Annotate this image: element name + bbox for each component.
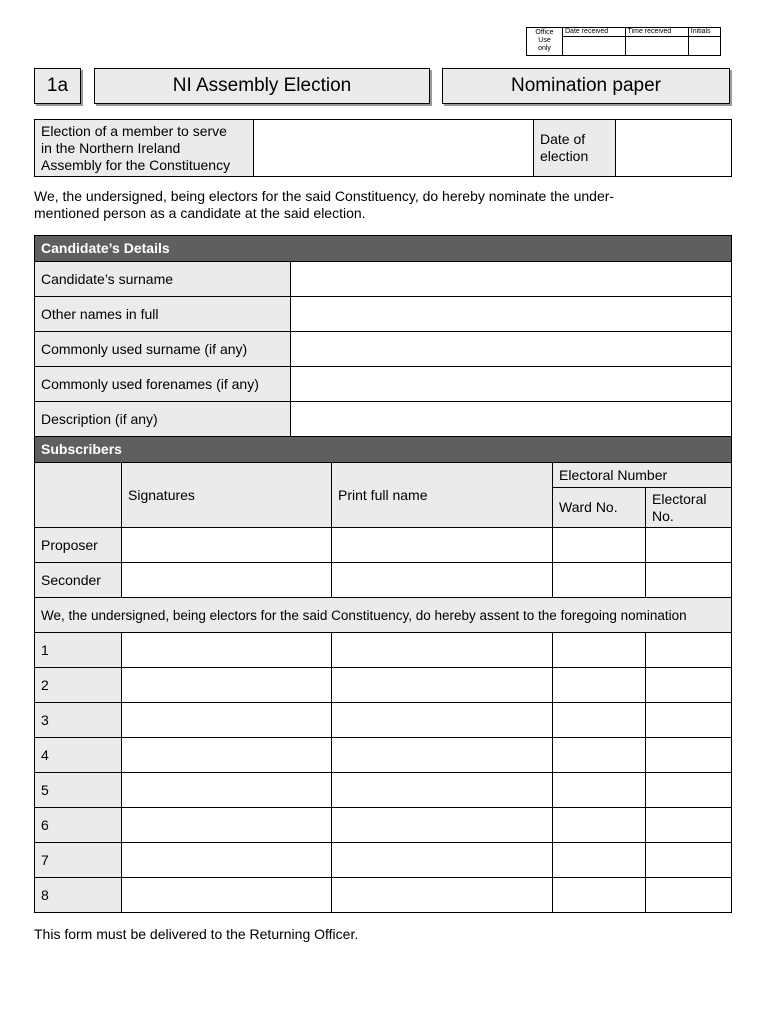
seconder-electoral-no-field[interactable] xyxy=(646,563,732,598)
assentor-electoral-no-field[interactable] xyxy=(646,633,732,668)
assentor-number: 5 xyxy=(35,773,122,808)
other-names-label: Other names in full xyxy=(35,297,291,332)
assentor-name-field[interactable] xyxy=(332,878,553,913)
assentor-electoral-no-field[interactable] xyxy=(646,668,732,703)
assent-statement: We, the undersigned, being electors for the said Constituency, do hereby assent to the foregoing nomination xyxy=(35,598,732,633)
seconder-signature-field[interactable] xyxy=(122,563,332,598)
office-use-box xyxy=(526,27,721,56)
form-number-box: 1a xyxy=(34,68,81,104)
nomination-statement: We, the undersigned, being electors for the said Constituency, do hereby nominate the under- mentioned person as a candidate at the said election. xyxy=(34,188,615,221)
assentor-number: 4 xyxy=(35,738,122,773)
assentor-number: 1 xyxy=(35,633,122,668)
constituency-field[interactable] xyxy=(254,120,534,177)
candidate-surname-label: Candidate’s surname xyxy=(35,262,291,297)
paper-title-box: Nomination paper xyxy=(442,68,730,104)
assentor-signature-field[interactable] xyxy=(122,878,332,913)
assentor-ward-field[interactable] xyxy=(553,773,646,808)
date-received-field xyxy=(563,37,626,56)
assentor-ward-field[interactable] xyxy=(553,808,646,843)
assentor-number: 2 xyxy=(35,668,122,703)
time-received-label: Time received xyxy=(625,28,688,37)
proposer-signature-field[interactable] xyxy=(122,528,332,563)
assentor-name-field[interactable] xyxy=(332,808,553,843)
assentor-signature-field[interactable] xyxy=(122,773,332,808)
print-name-header: Print full name xyxy=(332,463,553,528)
assentor-ward-field[interactable] xyxy=(553,878,646,913)
proposer-ward-field[interactable] xyxy=(553,528,646,563)
assentor-number: 3 xyxy=(35,703,122,738)
assentor-electoral-no-field[interactable] xyxy=(646,738,732,773)
common-forenames-label: Commonly used forenames (if any) xyxy=(35,367,291,402)
proposer-electoral-no-field[interactable] xyxy=(646,528,732,563)
electoral-number-header: Electoral Number xyxy=(553,463,732,488)
assentor-electoral-no-field[interactable] xyxy=(646,703,732,738)
assentor-electoral-no-field[interactable] xyxy=(646,878,732,913)
assentor-ward-field[interactable] xyxy=(553,703,646,738)
signatures-header: Signatures xyxy=(122,463,332,528)
assentor-name-field[interactable] xyxy=(332,843,553,878)
subscriber-corner-cell xyxy=(35,463,122,528)
election-title-box: NI Assembly Election xyxy=(94,68,430,104)
election-date-field[interactable] xyxy=(616,120,732,177)
candidate-surname-field[interactable] xyxy=(291,262,732,297)
common-surname-field[interactable] xyxy=(291,332,732,367)
assentor-name-field[interactable] xyxy=(332,738,553,773)
ward-no-header: Ward No. xyxy=(553,488,646,528)
candidate-section-title: Candidate’s Details xyxy=(35,236,732,262)
subscribers-table xyxy=(34,436,732,913)
assentor-signature-field[interactable] xyxy=(122,633,332,668)
assentor-number: 8 xyxy=(35,878,122,913)
assentor-ward-field[interactable] xyxy=(553,738,646,773)
delivery-note: This form must be delivered to the Returning Officer. xyxy=(34,926,359,942)
common-forenames-field[interactable] xyxy=(291,367,732,402)
assentor-ward-field[interactable] xyxy=(553,668,646,703)
date-received-label: Date received xyxy=(563,28,626,37)
election-date-label: Date of election xyxy=(534,120,616,177)
assentor-electoral-no-field[interactable] xyxy=(646,843,732,878)
assentor-ward-field[interactable] xyxy=(553,633,646,668)
time-received-field xyxy=(625,37,688,56)
description-field[interactable] xyxy=(291,402,732,437)
assentor-signature-field[interactable] xyxy=(122,703,332,738)
subscribers-section-title: Subscribers xyxy=(35,437,732,463)
common-surname-label: Commonly used surname (if any) xyxy=(35,332,291,367)
assentor-ward-field[interactable] xyxy=(553,843,646,878)
assentor-signature-field[interactable] xyxy=(122,808,332,843)
seconder-label: Seconder xyxy=(35,563,122,598)
assentor-name-field[interactable] xyxy=(332,703,553,738)
constituency-label: Election of a member to serve in the Northern Ireland Assembly for the Constituency xyxy=(35,120,254,177)
assentor-electoral-no-field[interactable] xyxy=(646,808,732,843)
proposer-name-field[interactable] xyxy=(332,528,553,563)
other-names-field[interactable] xyxy=(291,297,732,332)
seconder-name-field[interactable] xyxy=(332,563,553,598)
assentor-name-field[interactable] xyxy=(332,633,553,668)
initials-field xyxy=(688,37,720,56)
initials-label: Initials xyxy=(688,28,720,37)
electoral-no-header: Electoral No. xyxy=(646,488,732,528)
assentor-signature-field[interactable] xyxy=(122,738,332,773)
election-details-table xyxy=(34,119,732,177)
candidate-details-table xyxy=(34,235,732,437)
assentor-name-field[interactable] xyxy=(332,668,553,703)
proposer-label: Proposer xyxy=(35,528,122,563)
office-use-label: Office Use only xyxy=(527,28,563,56)
assentor-signature-field[interactable] xyxy=(122,843,332,878)
assentor-signature-field[interactable] xyxy=(122,668,332,703)
assentor-number: 6 xyxy=(35,808,122,843)
assentor-electoral-no-field[interactable] xyxy=(646,773,732,808)
description-label: Description (if any) xyxy=(35,402,291,437)
seconder-ward-field[interactable] xyxy=(553,563,646,598)
assentor-name-field[interactable] xyxy=(332,773,553,808)
assentor-number: 7 xyxy=(35,843,122,878)
